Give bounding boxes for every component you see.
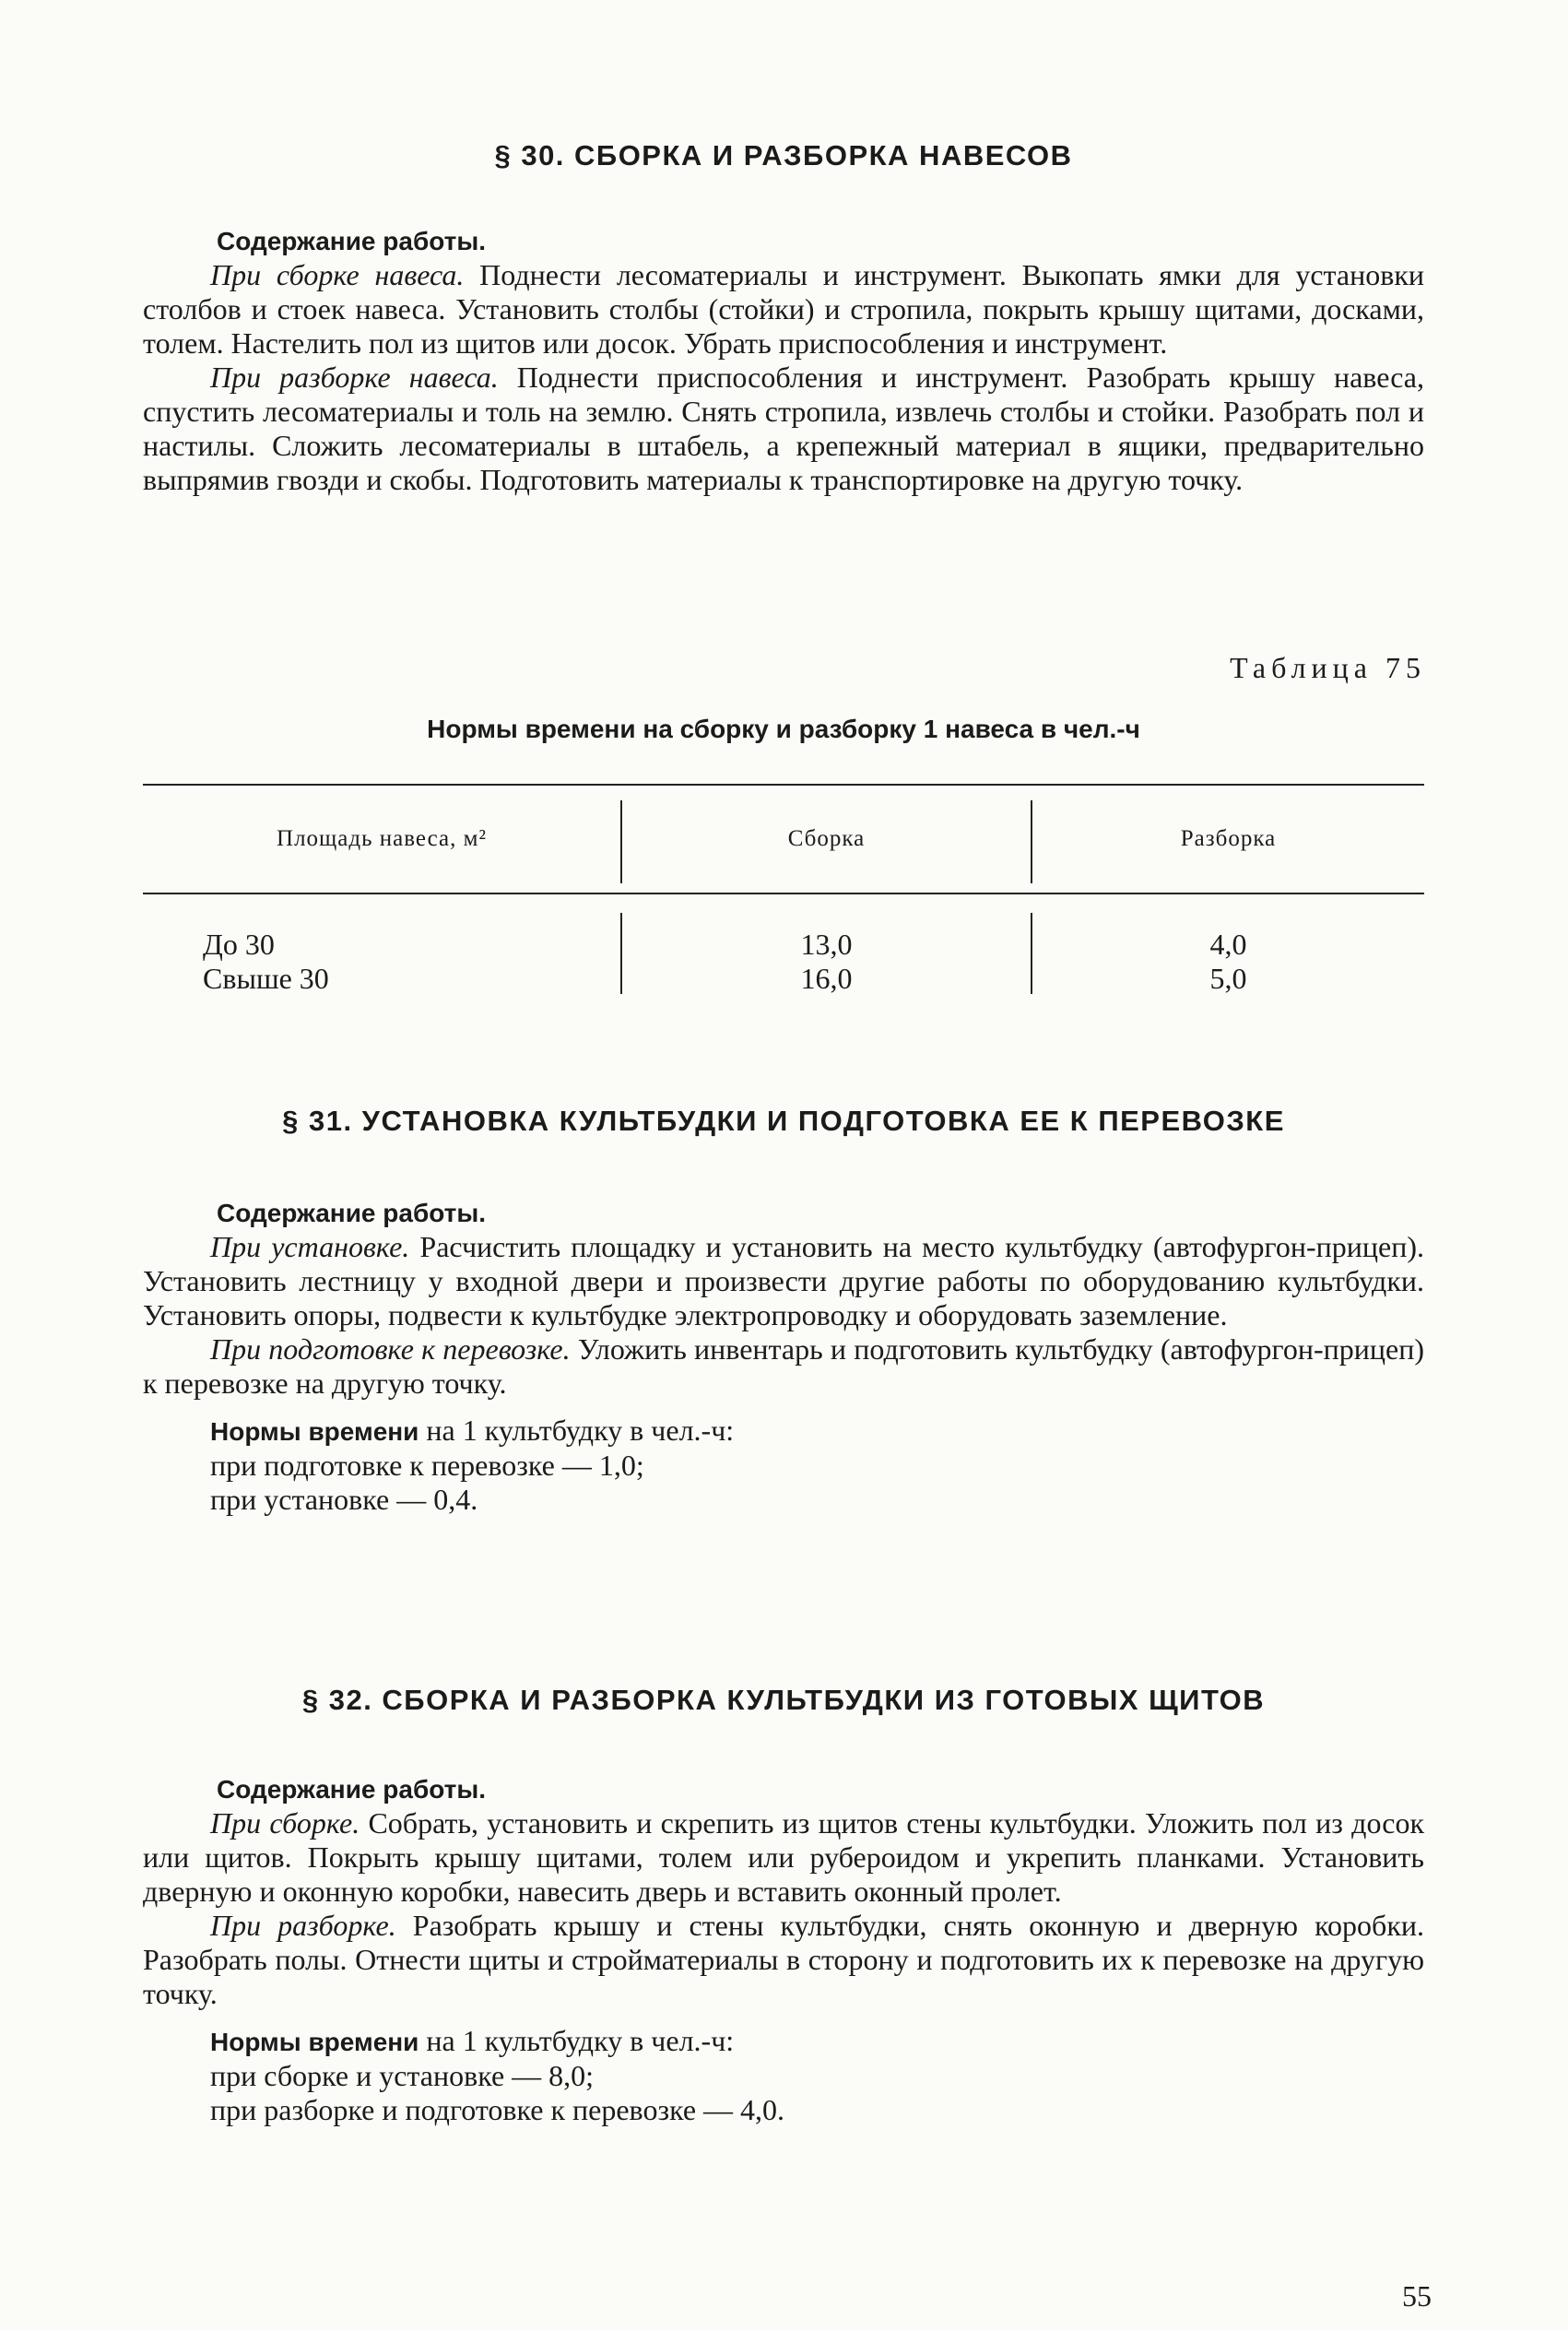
section-32-norms — [143, 2024, 1424, 2127]
section-32-subheading: Содержание работы. — [217, 1775, 487, 1804]
section-30-paragraph-1 — [143, 258, 1424, 361]
table-title: Нормы времени на сборку и разборку 1 навеса в чел.-ч — [427, 715, 1140, 743]
section-32-norm-line-1: при сборке и установке — 8,0; — [210, 2059, 595, 2092]
section-32 — [143, 1683, 1424, 1717]
section-31-para2-text: Уложить инвентарь и подготовить культбудку (автофургон-прицеп) к перевозке на другую точку. — [143, 1332, 1425, 1400]
table-header-area: Площадь навеса, м² — [277, 826, 487, 851]
section-31-norms-label: Нормы времени — [210, 1417, 419, 1446]
section-31-para1-label: При установке. — [210, 1230, 410, 1263]
section-31-norm-line-2: при установке — 0,4. — [210, 1483, 478, 1516]
section-30-para2-text: Поднести приспособления и инструмент. Разобрать крышу навеса, спустить лесоматериалы и толь на землю. Снять стропила, извлечь столбы и стойки. Разобрать пол и настилы. Сложить лесоматериалы в штабель, а крепежный материал в ящики, предварительно выпрямив гвозди и скобы. Подготовить материалы к транспортировке на другую точку. — [143, 361, 1425, 496]
table-cell-assembly-2: 16,0 — [800, 962, 853, 995]
section-31-title: § 31. УСТАНОВКА КУЛЬТБУДКИ И ПОДГОТОВКА ЕЕ К ПЕРЕВОЗКЕ — [282, 1105, 1285, 1137]
section-32-paragraph-1 — [143, 1806, 1424, 1909]
section-31-body — [143, 1199, 1424, 1517]
section-30-para1-label: При сборке навеса. — [210, 258, 465, 291]
section-32-title: § 32. СБОРКА И РАЗБОРКА КУЛЬТБУДКИ ИЗ ГОТОВЫХ ЩИТОВ — [301, 1684, 1266, 1716]
table-cell-assembly-1: 13,0 — [800, 928, 853, 961]
section-32-paragraph-2 — [143, 1909, 1424, 2011]
section-32-para1-label: При сборке. — [210, 1806, 360, 1840]
table-cell-disassembly-2: 5,0 — [1209, 962, 1247, 995]
table-cell-area-2: Свыше 30 — [203, 962, 329, 995]
section-31-norms — [143, 1414, 1424, 1517]
section-31 — [143, 1104, 1424, 1138]
section-32-para2-text: Разобрать крышу и стены культбудки, снять оконную и дверную коробки. Разобрать полы. Отнести щиты и стройматериалы в сторону и подготовить их к перевозке на другую точку. — [143, 1909, 1424, 2010]
section-32-para2-label: При разборке. — [210, 1909, 396, 1942]
section-32-norm-line-2: при разборке и подготовке к перевозке — 4,0. — [210, 2093, 785, 2126]
section-31-subheading: Содержание работы. — [217, 1199, 487, 1227]
section-32-norms-label: Нормы времени — [210, 2028, 419, 2056]
section-31-para2-label: При подготовке к перевозке. — [210, 1332, 571, 1366]
table-header-rule — [143, 893, 1424, 894]
section-32-para1-text: Собрать, установить и скрепить из щитов стены культбудки. Уложить пол из досок или щитов. Покрыть крышу щитами, толем или рубероидом и укрепить планками. Установить дверную и оконную коробки, навесить дверь и вставить оконный пролет. — [143, 1806, 1425, 1908]
section-30-subheading: Содержание работы. — [217, 227, 487, 255]
section-31-para1-text: Расчистить площадку и установить на место культбудку (автофургон-прицеп). Установить лестницу у входной двери и произвести другие работы по оборудованию культбудки. Установить опоры, подвести к культбудке электропроводку и оборудовать заземление. — [143, 1230, 1425, 1331]
section-30-title: § 30. СБОРКА И РАЗБОРКА НАВЕСОВ — [494, 139, 1073, 172]
section-32-norms-text: на 1 культбудку в чел.-ч: — [419, 2024, 735, 2057]
section-32-norms-intro — [210, 2024, 1424, 2059]
section-30-para1-text: Поднести лесоматериалы и инструмент. Выкопать ямки для установки столбов и стоек навеса. Установить столбы (стойки) и стропила, покрыть крышу щитами, досками, толем. Настелить пол из щитов или досок. Убрать приспособления и инструмент. — [143, 258, 1425, 360]
table-top-rule — [143, 784, 1424, 786]
section-31-norms-text: на 1 культбудку в чел.-ч: — [419, 1414, 735, 1447]
section-31-paragraph-1 — [143, 1230, 1424, 1332]
section-30-body — [143, 227, 1424, 497]
section-31-norms-intro — [210, 1414, 1424, 1449]
table-header-disassembly: Разборка — [1180, 826, 1277, 851]
page-number: 55 — [1402, 2279, 1432, 2313]
section-30-para2-label: При разборке навеса. — [210, 361, 499, 394]
section-32-body — [143, 1775, 1424, 2127]
section-30 — [143, 138, 1424, 172]
section-31-paragraph-2 — [143, 1332, 1424, 1401]
section-30-paragraph-2 — [143, 361, 1424, 497]
table-number: Таблица 75 — [1230, 651, 1426, 684]
table-cell-area-1: До 30 — [203, 928, 275, 961]
table-cell-disassembly-1: 4,0 — [1209, 928, 1247, 961]
section-31-norm-line-1: при подготовке к перевозке — 1,0; — [210, 1449, 644, 1482]
table-header-assembly: Сборка — [787, 826, 866, 851]
